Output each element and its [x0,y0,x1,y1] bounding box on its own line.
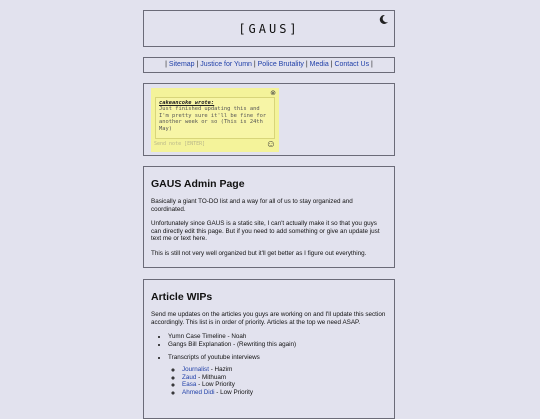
nav-link-contact-us[interactable]: Contact Us [334,61,370,68]
admin-paragraph: Unfortunately since GAUS is a static site, I can't actually make it so that you guys can directly edit this page. But if you need to add something or give an update just text me or text here. [151,220,380,243]
sticky-note-panel [143,83,395,156]
admin-section [143,166,395,268]
list-item [182,366,387,373]
wips-intro: Send me updates on the articles you guys are working on and I'll update this section accordingly. This list is in order of priority. Articles at the top we need ASAP. [151,311,386,326]
nav-separator: | [253,61,258,68]
moon-icon[interactable] [378,14,389,25]
note-author: cakeancoke wrote: [159,100,215,106]
interviews-list [151,354,387,396]
interview-owner: - Low Priority [196,381,235,389]
list-item: • Gangs Bill Explanation - (Rewriting this again) [168,341,387,348]
interviews-sublist [168,366,387,396]
nav-bar [143,57,395,73]
interview-link[interactable]: Ahmed Didi [182,388,215,396]
site-title: [GAUS] [238,22,300,36]
wips-list [151,333,387,348]
nav-separator: | [165,61,169,68]
admin-paragraph: Basically a giant TO-DO list and a way for all of us to stay organized and coordinated. [151,198,353,213]
admin-paragraph: This is still not very well organized but it'll get better as I figure out everything. [151,249,367,257]
close-icon[interactable]: ⊗ [270,90,276,97]
interview-owner: - Mithuam [196,373,227,381]
interview-owner: - Hazim [208,366,233,374]
note-text: Just finished updating this and I'm pretty sure it'll be fine for another week or so (This is 24th May) [159,106,267,132]
article-wips-section [143,279,395,419]
admin-heading: GAUS Admin Page [151,178,245,190]
interview-link[interactable]: Zaud [182,373,197,381]
nav-separator: | [371,61,373,68]
nav-link-police-brutality[interactable]: Police Brutality [257,61,304,68]
smiley-icon[interactable]: ☺ [265,139,276,150]
wips-heading: Article WIPs [151,291,213,303]
list-item [182,381,387,388]
nav-separator: | [196,61,201,68]
sticky-note [151,88,279,152]
nav-link-sitemap[interactable]: Sitemap [168,61,195,68]
note-message [155,97,275,139]
interview-owner: - Low Priority [214,388,254,396]
nav-link-media[interactable]: Media [309,61,329,68]
nav-separator: | [330,61,335,68]
nav-link-justice-for-yumn[interactable]: Justice for Yumn [200,61,252,68]
nav-separator: | [305,61,310,68]
note-input[interactable]: Send note [ENTER] [154,141,206,147]
list-item: • Yumn Case Timeline - Noah [168,333,387,340]
interview-link[interactable]: Journalist [182,366,209,374]
site-header [143,10,395,47]
interview-link[interactable]: Easa [182,381,197,389]
list-item [168,354,387,396]
list-item [182,389,387,396]
list-item [182,374,387,381]
interviews-label: Transcripts of youtube interviews [168,354,260,361]
